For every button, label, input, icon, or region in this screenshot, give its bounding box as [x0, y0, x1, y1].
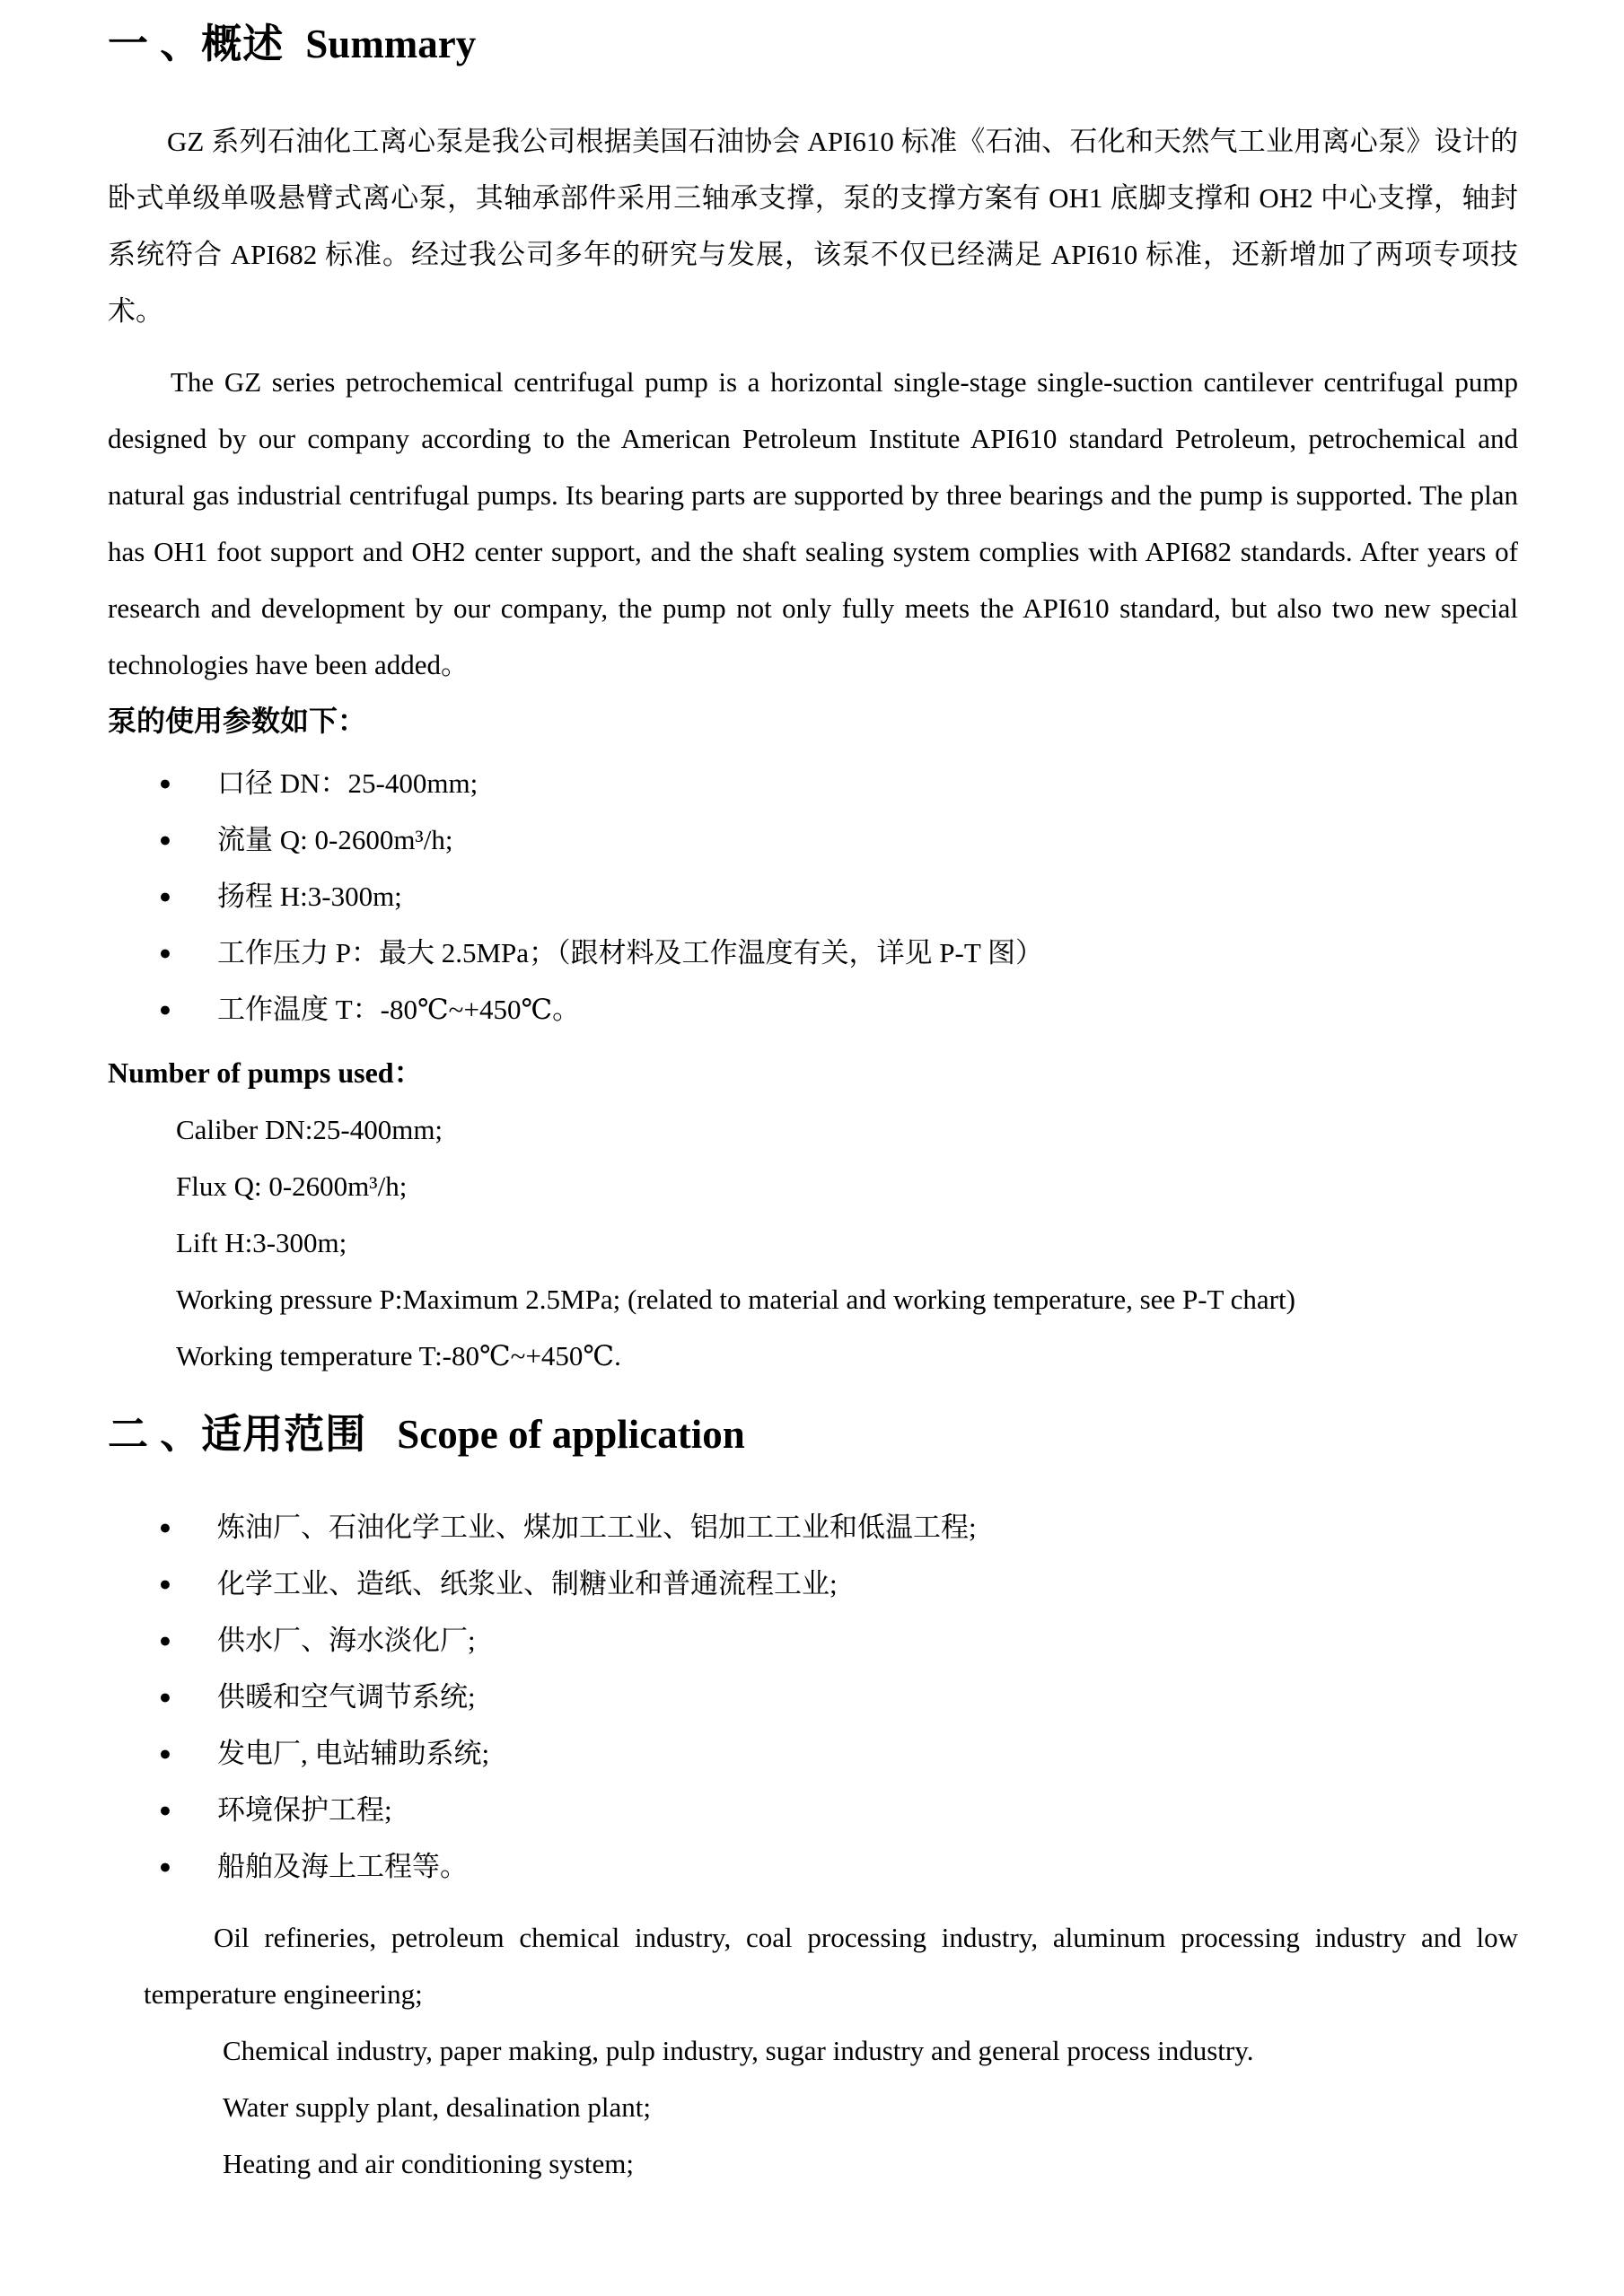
- list-item: [108, 1725, 1518, 1782]
- scope-paragraph-oil-en: Oil refineries, petroleum chemical industry, coal processing industry, aluminum processing industry and low temperature engineering;: [144, 1922, 1518, 2010]
- param-lift-zh: 扬程 H:3-300m;: [217, 881, 402, 912]
- scope-paragraph-heating-en: Heating and air conditioning system;: [223, 2148, 635, 2179]
- bullet-icon: ●: [159, 942, 171, 964]
- application-scope-list-zh: [108, 1499, 1518, 1895]
- bullet-icon: ●: [159, 1629, 171, 1652]
- list-item: [108, 1612, 1518, 1669]
- bullet-icon: ●: [159, 772, 171, 794]
- list-item: [108, 1838, 1518, 1895]
- list-item: [108, 868, 1518, 925]
- section2-heading-en: Scope of application: [397, 1412, 745, 1457]
- param-pressure-zh: 工作压力 P：最大 2.5MPa；（跟材料及工作温度有关，详见 P-T 图）: [217, 937, 1043, 968]
- section2-heading: [108, 1406, 1518, 1463]
- section1-heading-zh: 一 、概述: [108, 22, 285, 66]
- bullet-icon: ●: [159, 998, 171, 1021]
- bullet-icon: ●: [159, 885, 171, 907]
- list-item: [108, 981, 1518, 1038]
- bullet-icon: ●: [159, 1799, 171, 1821]
- param-flux-en: Flux Q: 0-2600m³/h;: [176, 1170, 408, 1202]
- list-item: [108, 811, 1518, 868]
- param-temperature-zh: 工作温度 T：-80℃~+450℃。: [217, 994, 581, 1025]
- scope-water-zh: 供水厂、海水淡化厂;: [217, 1625, 476, 1656]
- bullet-icon: ●: [159, 1686, 171, 1708]
- section1-heading-en: Summary: [305, 22, 477, 66]
- bullet-icon: ●: [159, 1516, 171, 1538]
- pump-params-list-zh: [108, 755, 1518, 1038]
- scope-refinery-zh: 炼油厂、石油化学工业、煤加工工业、铝加工工业和低温工程;: [217, 1512, 977, 1543]
- pump-params-heading-zh: 泵的使用参数如下：: [108, 705, 367, 737]
- summary-paragraph-en: The GZ series petrochemical centrifugal pump is a horizontal single-stage single-suction cantilever centrifugal pump designed by our company according to the American Petroleum Institute API610 standard Petroleum, petrochemical and natural gas industrial centrifugal pumps. Its bearing parts are supported by three bearings and the pump is supported. The plan has OH1 foot support and OH2 center support, and the shaft sealing system complies with API682 standards. After years of research and development by our company, the pump not only fully meets the API610 standard, but also two new special technologies have been added。: [108, 366, 1518, 680]
- param-temperature-en: Working temperature T:-80℃~+450℃.: [176, 1340, 621, 1371]
- bullet-icon: ●: [159, 828, 171, 851]
- pump-params-heading-en: Number of pumps used：: [108, 1056, 423, 1089]
- list-item: [108, 1782, 1518, 1838]
- section2-heading-zh: 二 、适用范围: [108, 1412, 367, 1457]
- param-flux-zh: 流量 Q: 0-2600m³/h;: [217, 824, 453, 855]
- scope-marine-zh: 船舶及海上工程等。: [217, 1851, 468, 1882]
- bullet-icon: ●: [159, 1855, 171, 1878]
- param-lift-en: Lift H:3-300m;: [176, 1227, 347, 1258]
- param-caliber-en: Caliber DN:25-400mm;: [176, 1114, 443, 1145]
- param-caliber-zh: 口径 DN：25-400mm;: [217, 767, 478, 799]
- pump-params-list-en: [176, 1101, 1518, 1384]
- scope-paragraph-water-en: Water supply plant, desalination plant;: [223, 2091, 652, 2123]
- bullet-icon: ●: [159, 1742, 171, 1765]
- summary-paragraph-zh: GZ 系列石油化工离心泵是我公司根据美国石油协会 API610 标准《石油、石化和天然气工业用离心泵》设计的卧式单级单吸悬臂式离心泵，其轴承部件采用三轴承支撑，泵的支撑方案有 OH1 底脚支撑和 OH2 中心支撑，轴封系统符合 API682 标准。经过我公司多年的研究与发展，该泵不仅已经满足 API610 标准，还新增加了两项专项技术。: [108, 126, 1518, 327]
- list-item: [108, 925, 1518, 981]
- param-pressure-en: Working pressure P:Maximum 2.5MPa; (related to material and working temperature, see P-T chart): [176, 1284, 1295, 1315]
- bullet-icon: ●: [159, 1573, 171, 1595]
- list-item: [108, 755, 1518, 811]
- scope-environment-zh: 环境保护工程;: [217, 1794, 392, 1826]
- scope-chemical-zh: 化学工业、造纸、纸浆业、制糖业和普通流程工业;: [217, 1568, 838, 1599]
- list-item: [108, 1555, 1518, 1612]
- section1-heading: [108, 16, 1518, 72]
- scope-heating-zh: 供暖和空气调节系统;: [217, 1681, 476, 1713]
- scope-paragraph-chemical-en: Chemical industry, paper making, pulp industry, sugar industry and general process industry.: [223, 2035, 1254, 2066]
- list-item: [108, 1669, 1518, 1725]
- scope-power-zh: 发电厂, 电站辅助系统;: [217, 1738, 490, 1769]
- list-item: [108, 1499, 1518, 1555]
